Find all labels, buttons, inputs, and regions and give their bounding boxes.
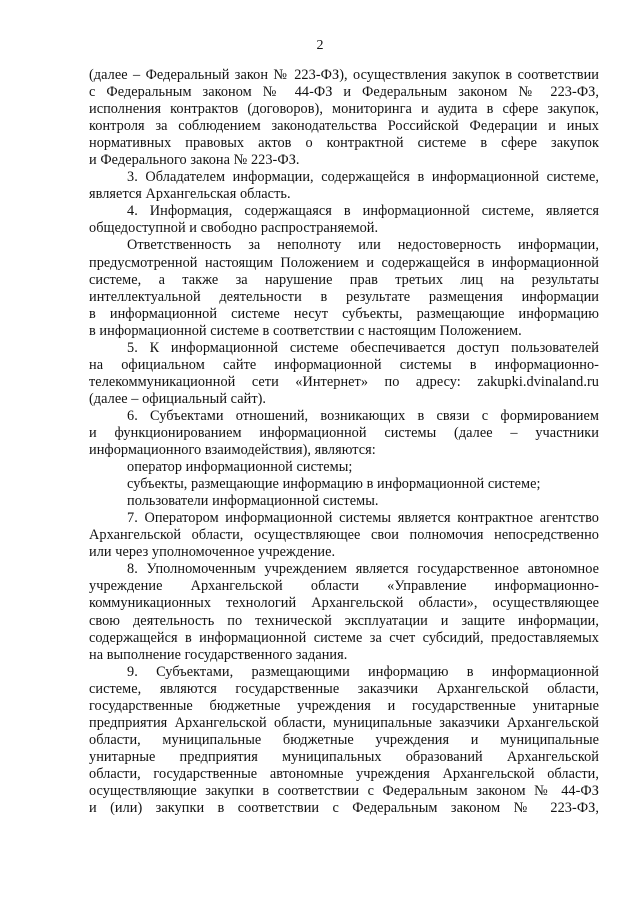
text-line: 5. К информационной системе обеспечивается доступ пользователей xyxy=(127,339,599,356)
text-line: 7. Оператором информационной системы является контрактное агентство xyxy=(127,510,599,527)
text-line: интеллектуальной деятельности в результате размещения информации xyxy=(89,288,599,305)
text-line: и (или) закупки в соответствии с Федеральным законом № 223-ФЗ, xyxy=(89,800,599,817)
text-line: телекоммуникационной сети «Интернет» по адресу: zakupki.dvinaland.ru xyxy=(89,373,599,390)
text-line: исполнения контрактов (договоров), мониторинга и аудита в сфере закупок, xyxy=(89,101,599,118)
text-line: осуществляющие закупки в соответствии с Федеральным законом № 44-ФЗ xyxy=(89,782,599,799)
page-number: 2 xyxy=(316,38,324,53)
text-line: информационного взаимодействия), являются: xyxy=(89,442,376,459)
text-line: коммуникационных технологий Архангельской области», осуществляющее xyxy=(89,595,599,612)
text-line: и функционированием информационной системы (далее – участники xyxy=(89,424,599,441)
text-line: системе, а также за нарушение прав третьих лиц на результаты xyxy=(89,271,599,288)
text-line: или через уполномоченное учреждение. xyxy=(89,544,336,561)
text-line: пользователи информационной системы. xyxy=(127,493,379,510)
text-line: Архангельской области, осуществляющее свои полномочия непосредственно xyxy=(89,527,599,544)
text-line: нормативных правовых актов о контрактной системе в сфере закупок xyxy=(89,135,599,152)
text-line: субъекты, размещающие информацию в информационной системе; xyxy=(127,476,541,493)
text-line: оператор информационной системы; xyxy=(127,459,353,476)
text-line: 4. Информация, содержащаяся в информационной системе, является xyxy=(127,203,599,220)
text-line: (далее – Федеральный закон № 223-ФЗ), осуществления закупок в соответствии xyxy=(89,67,599,83)
text-line: контроля за соблюдением законодательства Российской Федерации и иных xyxy=(89,118,599,135)
text-line: 6. Субъектами отношений, возникающих в связи с формированием xyxy=(127,407,599,424)
text-line: (далее – официальный сайт). xyxy=(89,390,267,407)
text-line: унитарные предприятия муниципальных образований Архангельской xyxy=(89,748,599,765)
text-line: предусмотренной настоящим Положением и содержащейся в информационной xyxy=(89,254,599,271)
text-line: системе, являются государственные заказчики Архангельской области, xyxy=(89,680,599,697)
document-body xyxy=(89,67,599,817)
text-line: 9. Субъектами, размещающими информацию в информационной xyxy=(127,663,599,680)
text-line: на официальном сайте информационной системы в информационно- xyxy=(89,356,599,373)
text-line: Ответственность за неполноту или недостоверность информации, xyxy=(127,237,599,254)
text-line: в информационной системе в соответствии с настоящим Положением. xyxy=(89,322,522,339)
text-line: области, муниципальные бюджетные учреждения и муниципальные xyxy=(89,731,599,748)
text-line: свою деятельность по технической эксплуатации и защите информации, xyxy=(89,612,599,629)
text-line: учреждение Архангельской области «Управление информационно- xyxy=(89,578,599,595)
text-line: является Архангельская область. xyxy=(89,186,291,203)
text-line: в информационной системе несут субъекты, размещающие информацию xyxy=(89,305,599,322)
text-line: и Федерального закона № 223-ФЗ. xyxy=(89,152,300,169)
text-line: 3. Обладателем информации, содержащейся в информационной системе, xyxy=(127,169,599,186)
text-line: 8. Уполномоченным учреждением является государственное автономное xyxy=(127,561,599,578)
text-line: общедоступной и свободно распространяемой. xyxy=(89,220,379,237)
text-line: содержащейся в информационной системе за счет субсидий, предоставляемых xyxy=(89,629,599,646)
text-line: государственные бюджетные учреждения и государственные унитарные xyxy=(89,697,599,714)
text-line: области, государственные автономные учреждения Архангельской области, xyxy=(89,765,599,782)
text-line: на выполнение государственного задания. xyxy=(89,646,348,663)
text-line: предприятия Архангельской области, муниципальные заказчики Архангельской xyxy=(89,714,599,731)
text-line: с Федеральным законом № 44-ФЗ и Федеральным законом № 223-ФЗ, xyxy=(89,84,599,101)
